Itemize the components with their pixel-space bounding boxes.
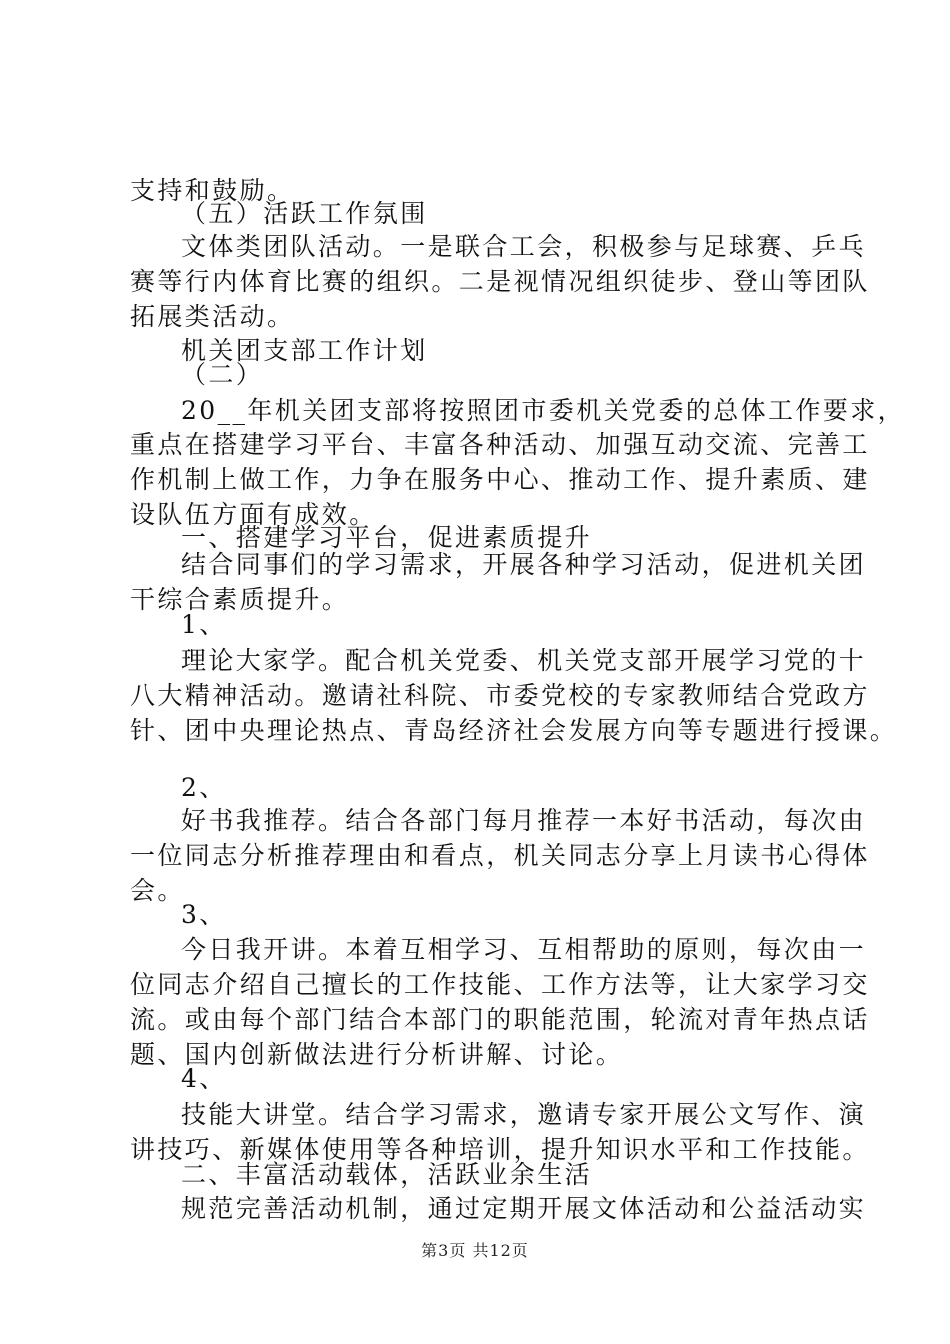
list-number: 3、 (181, 900, 227, 929)
document-title: 机关团支部工作计划 (181, 336, 428, 365)
text-line: 好书我推荐。结合各部门每月推荐一本好书活动，每次由 (181, 806, 867, 835)
subtitle: （二） (181, 360, 264, 389)
text-line: 支持和鼓励。 (130, 176, 295, 205)
section-heading: 二、丰富活动载体，活跃业余生活 (181, 1160, 593, 1189)
text-line: 技能大讲堂。结合学习需求，邀请专家开展公文写作、演 (181, 1100, 867, 1129)
section-heading: （五）活跃工作氛围 (181, 199, 428, 228)
text-line: 位同志介绍自己擅长的工作技能、工作方法等，让大家学习交 (130, 970, 870, 999)
text-line: 赛等行内体育比赛的组织。二是视情况组织徒步、登山等团队 (130, 267, 870, 296)
text-line: 一位同志分析推荐理由和看点，机关同志分享上月读书心得体 (130, 841, 870, 870)
section-heading: 一、搭建学习平台，促进素质提升 (181, 523, 593, 552)
text-line: 重点在搭建学习平台、丰富各种活动、加强互动交流、完善工 (130, 430, 870, 459)
text-line: 针、团中央理论热点、青岛经济社会发展方向等专题进行授课。 (130, 716, 898, 745)
text-line: 八大精神活动。邀请社科院、市委党校的专家教师结合党政方 (130, 681, 870, 710)
text-line: 规范完善活动机制，通过定期开展文体活动和公益活动实 (181, 1194, 867, 1223)
text-line: 会。 (130, 876, 185, 905)
text-line: 设队伍方面有成效。 (130, 500, 377, 529)
text-line: 流。或由每个部门结合本部门的职能范围，轮流对青年热点话 (130, 1005, 870, 1034)
text-line: 今日我开讲。本着互相学习、互相帮助的原则，每次由一 (181, 935, 867, 964)
text-line: 题、国内创新做法进行分析讲解、讨论。 (130, 1040, 624, 1069)
page-footer: 第3页 共12页 (421, 1241, 529, 1260)
text-line: 作机制上做工作，力争在服务中心、推动工作、提升素质、建 (130, 465, 870, 494)
text-line: 干综合素质提升。 (130, 585, 350, 614)
list-number: 2、 (181, 773, 227, 802)
text-line: 讲技巧、新媒体使用等各种培训，提升知识水平和工作技能。 (130, 1135, 870, 1164)
list-number: 1、 (181, 610, 227, 639)
text-line: 20__年机关团支部将按照团市委机关党委的总体工作要求， (181, 396, 906, 425)
text-line: 理论大家学。配合机关党委、机关党支部开展学习党的十 (181, 646, 867, 675)
text-line: 拓展类活动。 (130, 302, 295, 331)
list-number: 4、 (181, 1064, 227, 1093)
text-line: 文体类团队活动。一是联合工会，积极参与足球赛、乒乓 (181, 232, 867, 261)
text-line: 结合同事们的学习需求，开展各种学习活动，促进机关团 (181, 550, 867, 579)
